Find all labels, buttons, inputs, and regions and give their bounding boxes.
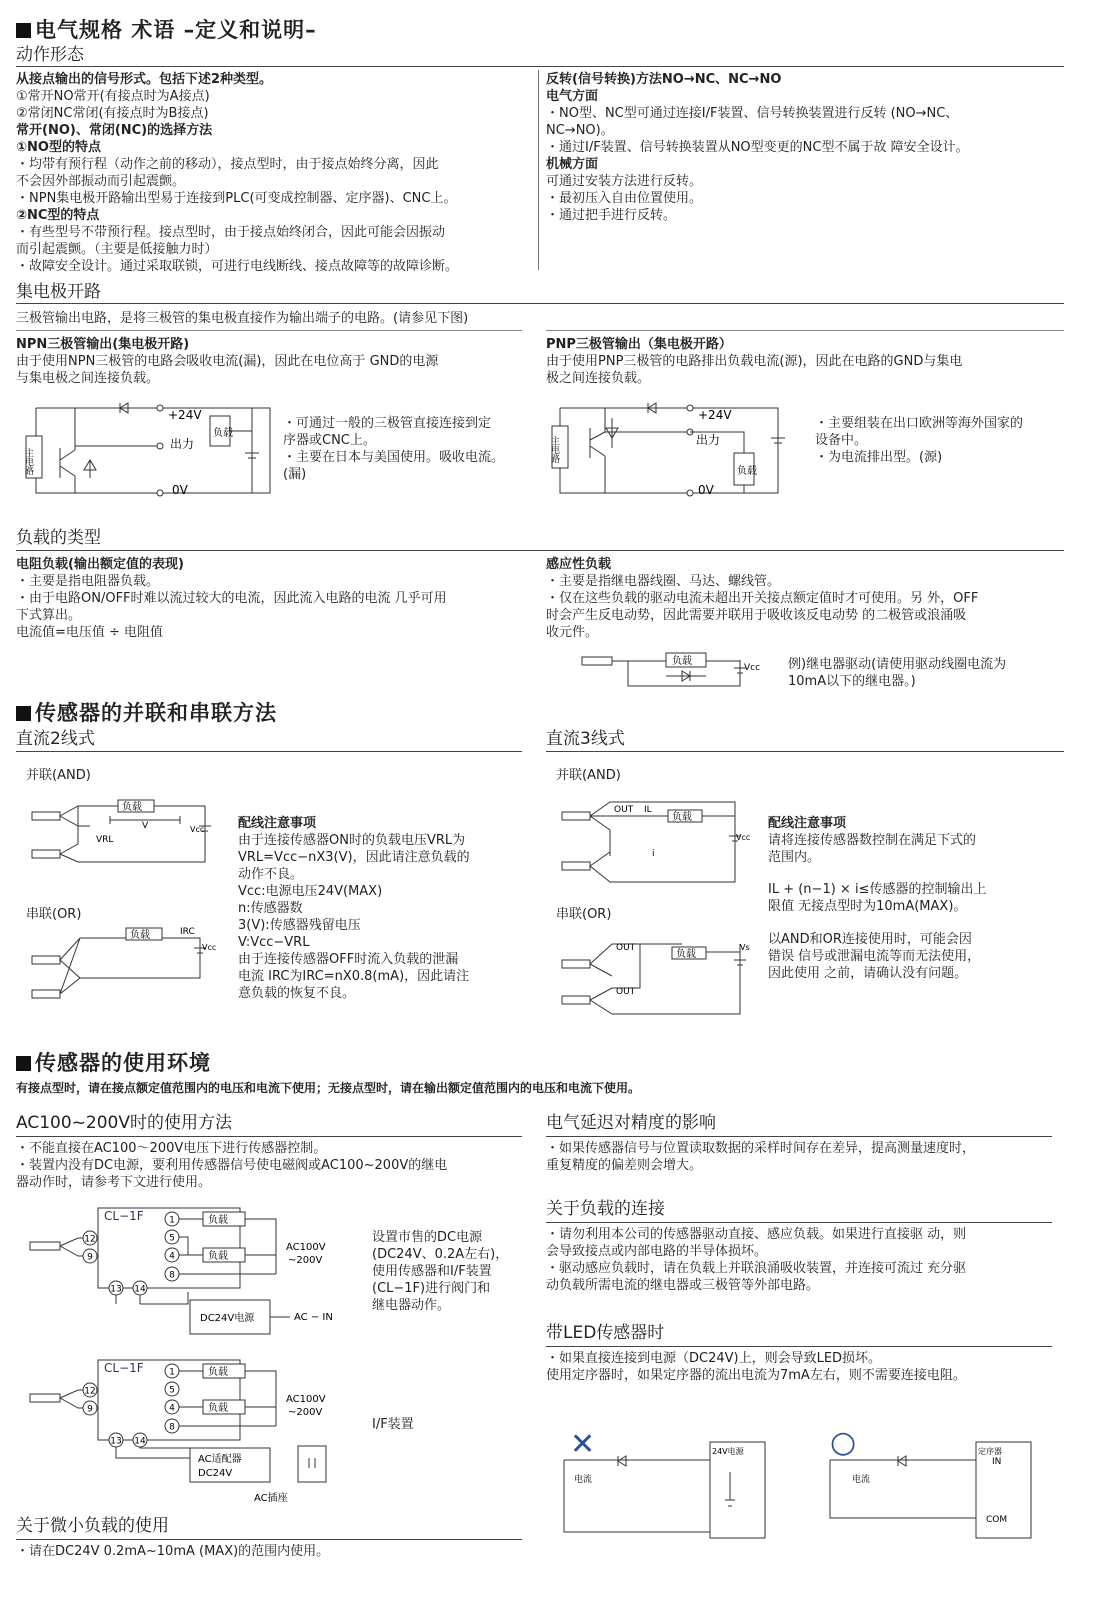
text-line: ②常闭NC常闭(有接点时为B接点) [16,106,209,121]
bad-psu-label: 24V电源 [712,1447,744,1456]
text-line: 意负载的恢复不良。 [238,986,356,1001]
dc3-and-vcc-label: Vcc [736,833,751,842]
text-line: 极之间连接负载。 [546,371,651,386]
pnp-0v-label: 0V [698,483,714,497]
divider [16,66,1064,67]
env-intro: 有接点型时，请在接点额定值范围内的电压和电流下使用；无接点型时，请在输出额定值范围内的电压和电流下使用。 [16,1081,641,1095]
divider [546,1346,1052,1347]
dc3-notes-b [768,881,986,915]
ac1-range-2: ~200V [288,1255,323,1266]
text-line: ・通过I/F装置、信号转换装置从NO型变更的NC型不属于故 障安全设计。 [546,140,969,155]
ac-if-diagram-2 [28,1356,368,1506]
text-line: ・如果传感器信号与位置读取数据的采样时间存在差异，提高测量速度时， [546,1141,976,1156]
npn-circuit-diagram [20,398,270,508]
dc3-or-out-label-2: OUT [616,987,636,997]
pnp-24v-label: +24V [698,408,732,422]
text-line: 10mA以下的继电器。) [788,674,916,689]
pnp-load-label: 负载 [737,466,757,477]
collector-intro: 三极管输出电路，是将三极管的集电极直接作为输出端子的电路。(请参见下图) [16,311,469,326]
dc3-notes-title: 配线注意事项 [768,816,847,831]
text-line: 例)继电器驱动(请使用驱动线圈电流为 [788,657,1007,672]
text-line: 限值 无接点型时为10mA(MAX)。 [768,899,967,914]
ac-in-label: AC − IN [294,1312,333,1323]
dc3-or-vs-label: Vs [740,943,750,952]
loadconn-lines [546,1226,966,1294]
text-line: 错误 信号或泄漏电流等而无法使用， [768,949,981,964]
text-line: ・主要是指电阻器负载。 [16,574,160,589]
cl1f-label-2: CL−1F [104,1361,144,1375]
pin-number: 5 [169,1233,175,1244]
dc24-psu-label: DC24V电源 [200,1313,255,1324]
delay-heading: 电气延迟对精度的影响 [546,1113,716,1133]
text-line: ・主要在日本与美国使用。吸收电流。 [283,450,505,465]
text-line: ・均带有预行程（动作之前的移动），接点型时，由于接点始终分离，因此 [16,157,439,172]
text-line: 重复精度的偏差则会增大。 [546,1158,703,1173]
dc3-or-out-label-1: OUT [616,943,636,953]
dc3-and-i-label: i [652,849,655,859]
text-line: 电阻负载(输出额定值的表现) [16,557,184,572]
ac1-load-label-1: 负载 [208,1215,228,1226]
dc2-and-label: 并联(AND) [26,768,91,783]
text-line: ・有些型号不带预行程。接点型时，由于接点始终闭合，因此可能会因振动 [16,225,446,240]
dc2-and-load-label: 负载 [122,802,142,813]
relay-example-diagram [580,648,770,692]
divider [16,1136,522,1137]
text-line: ・不能直接在AC100～200V电压下进行传感器控制。 [16,1141,327,1156]
text-line: 收元件。 [546,625,599,640]
npn-out-label: 出力 [170,437,195,451]
text-line: 从接点输出的信号形式。包括下述2种类型。 [16,72,273,87]
cl1f-label-1: CL−1F [104,1209,144,1223]
text-line: 电气方面 [546,89,599,104]
good-line-label: 电流 [852,1475,871,1485]
text-line: ・仅在这些负载的驱动电流未超出开关接点额定值时才可使用。另 外，OFF [546,591,979,606]
pin-number: 8 [169,1270,175,1281]
npn-notes [283,415,504,483]
ac1-load-label-2: 负载 [208,1251,228,1262]
ac-adapter-label-1: AC适配器 [198,1454,242,1465]
pin-number: 8 [169,1422,175,1433]
dc3-heading: 直流3线式 [546,729,625,749]
divider [16,330,522,331]
dc3-and-diagram [560,796,760,886]
dc2-heading: 直流2线式 [16,729,95,749]
action-left-block [16,71,458,275]
divider [16,751,522,752]
good-mark-icon: ○ [830,1425,857,1460]
text-line: 使用传感器和I/F装置 [372,1264,492,1279]
pin-number: 9 [87,1404,93,1415]
action-heading: 动作形态 [16,45,84,65]
npn-main-label: 主电路 [23,448,33,475]
pnp-out-label: 出力 [696,433,721,447]
ac-if-diagram-1 [28,1204,368,1344]
good-seq-label: 定序器 [978,1447,1002,1456]
pin-number: 14 [134,1284,146,1295]
text-line: V:Vcc−VRL [238,935,310,950]
text-line: 3(V):传感器残留电压 [238,918,361,933]
text-line: 不会因外部振动而引起震颤。 [16,174,186,189]
relay-vcc-label: Vcc [744,663,761,673]
micro-line: ・请在DC24V 0.2mA~10mA (MAX)的范围内使用。 [16,1544,330,1559]
text-line: ・最初压入自由位置使用。 [546,191,703,206]
load-heading: 负载的类型 [16,528,101,548]
ac-socket-label: AC插座 [254,1493,288,1504]
dc2-or-vcc-label: Vcc [202,943,217,952]
text-line: 时会产生反电动势，因此需要并联用于吸收该反电动势 的二极管或浪涌吸 [546,608,967,623]
pnp-title: PNP三极管输出（集电极开路） [546,337,732,352]
dc2-and-vcc-label: Vcc [190,825,205,834]
square-bullet-icon [16,706,31,721]
dc3-and-il-label: IL [644,805,652,815]
pin-number: 1 [169,1215,175,1226]
dc2-notes [238,832,470,1002]
ac-adapter-label-2: DC24V [198,1468,233,1479]
text-line: 感应性负载 [546,557,612,572]
ac-lines [16,1140,447,1191]
text-line: 由于连接传感器ON时的负载电压VRL为 [238,833,466,848]
text-line: 请将连接传感器数控制在满足下式的 [768,833,977,848]
dc3-notes-c [768,931,980,982]
text-line: 电流值=电压值 ÷ 电阻值 [16,625,164,640]
text-line: NC→NO)。 [546,123,614,138]
text-line: ①常开NO常开(有接点时为A接点) [16,89,210,104]
bad-line-label: 电流 [574,1475,593,1485]
text-line: ・由于电路ON/OFF时难以流过较大的电流，因此流入电路的电流 几乎可用 [16,591,447,606]
dc2-and-vrl-label: VRL [96,835,114,845]
npn-24v-label: +24V [168,408,202,422]
page-title: 电气规格 术语 –定义和说明– [16,14,317,44]
text-line: 器动作时，请参考下文进行使用。 [16,1175,212,1190]
text-line: 会导致接点或内部电路的半导体损坏。 [546,1244,768,1259]
text-line: 下式算出。 [16,608,82,623]
pin-number: 14 [134,1436,146,1447]
dc2-or-irc-label: IRC [180,927,195,937]
pin-number: 12 [84,1234,96,1245]
led-lines [546,1350,966,1384]
divider [16,1539,522,1540]
text-line: (CL−1F)进行阀门和 [372,1281,491,1296]
pin-number: 13 [110,1436,122,1447]
text-line: 范围内。 [768,850,821,865]
text-line: 以AND和OR连接使用时，可能会因 [768,932,972,947]
text-line: 动作不良。 [238,867,304,882]
dc3-and-label: 并联(AND) [556,768,621,783]
ac-desc [372,1229,508,1314]
collector-heading: 集电极开路 [16,282,101,302]
in-label: IN [992,1457,1002,1467]
load-right-block [546,556,978,641]
text-line: 机械方面 [546,157,599,172]
npn-title: NPN三极管输出(集电极开路) [16,337,190,352]
text-line: 因此使用 之前，请确认没有问题。 [768,966,968,981]
text-line: n:传感器数 [238,901,303,916]
pin-number: 4 [169,1251,175,1262]
pin-number: 1 [169,1367,175,1378]
dc3-notes-a [768,832,976,866]
dc2-notes-title: 配线注意事项 [238,816,317,831]
text-line: ・如果直接连接到电源（DC24V)上，则会导致LED损坏。 [546,1351,882,1366]
text-line: VRL=Vcc−nX3(V)，因此请注意负载的 [238,850,470,865]
dc2-or-label: 串联(OR) [26,907,82,922]
dc3-or-load-label: 负载 [676,949,696,960]
text-line: ・主要组装在出口欧洲等海外国家的 [815,416,1024,431]
dc2-or-load-label: 负载 [130,930,150,941]
parallel-heading: 传感器的并联和串联方法 [16,697,277,727]
text-line: ・NO型、NC型可通过连接I/F装置、信号转换装置进行反转 (NO→NC、 [546,106,959,121]
square-bullet-icon [16,1056,31,1071]
text-line: 动负载所需电流的继电器或三极管等外部电路。 [546,1278,820,1293]
text-line: ・驱动感应负载时，请在负载上并联浪涌吸收装置，并连接可流过 充分驱 [546,1261,967,1276]
led-good-diagram [826,1420,1046,1545]
if-label: I/F装置 [372,1417,414,1432]
pin-number: 5 [169,1385,175,1396]
relay-load-label: 负载 [672,656,692,667]
bad-mark-icon: ✕ [570,1427,596,1462]
text-line: 由于使用PNP三极管的电路排出负载电流(源)，因此在电路的GND与集电 [546,354,963,369]
text-line: 使用定序器时，如果定序器的流出电流为7mA左右，则不需要连接电阻。 [546,1368,966,1383]
ac2-range-2: ~200V [288,1407,323,1418]
divider [16,550,1064,551]
text-line: ・请勿利用本公司的传感器驱动直接、感应负载。如果进行直接驱 动，则 [546,1227,967,1242]
loadconn-heading: 关于负载的连接 [546,1199,665,1219]
micro-heading: 关于微小负载的使用 [16,1516,169,1536]
text-line: 与集电极之间连接负载。 [16,371,160,386]
text-line: ①NO型的特点 [16,140,101,155]
text-line: 而引起震颤。（主要是低接触力时） [16,242,218,257]
divider [546,1222,1052,1223]
text-line: 可通过安装方法进行反转。 [546,174,703,189]
npn-0v-label: 0V [172,483,188,497]
text-line: 电流 IRC为IRC=nX0.8(mA)，因此请注 [238,969,470,984]
ac2-load-label-2: 负载 [208,1403,228,1414]
pin-number: 9 [87,1252,93,1263]
dc3-and-load-label: 负载 [672,812,692,823]
text-line: ・装置内没有DC电源，要利用传感器信号使电磁阀或AC100~200V的继电 [16,1158,448,1173]
env-heading: 传感器的使用环境 [16,1047,211,1077]
text-line: ・通过把手进行反转。 [546,208,677,223]
text-line: 反转(信号转换)方法NO→NC、NC→NO [546,72,782,87]
ac2-range-1: AC100V [286,1394,326,1405]
text-line: ②NC型的特点 [16,208,100,223]
pnp-main-label: 主电路 [549,436,559,463]
pnp-circuit-diagram [550,398,790,508]
text-line: 常开(NO)、常闭(NC)的选择方法 [16,123,213,138]
text-line: (漏) [283,467,307,482]
dc2-or-diagram [30,926,225,1006]
text-line: ・主要是指继电器线圈、马达、螺线管。 [546,574,781,589]
led-heading: 带LED传感器时 [546,1323,665,1343]
ac1-range-1: AC100V [286,1242,326,1253]
text-line: Vcc:电源电压24V(MAX) [238,884,383,899]
dc3-and-out-label: OUT [614,805,634,815]
dc2-and-diagram [30,796,215,868]
delay-lines [546,1140,975,1174]
led-bad-diagram [560,1420,780,1545]
pin-number: 13 [110,1284,122,1295]
dc3-or-label: 串联(OR) [556,907,612,922]
pin-number: 12 [84,1386,96,1397]
pnp-notes [815,415,1023,466]
load-left-block [16,556,447,641]
square-bullet-icon [16,23,31,38]
divider [16,303,1064,304]
relay-example-text [788,656,1006,690]
action-right-block [546,71,969,224]
text-line: 由于使用NPN三极管的电路会吸收电流(漏)，因此在电位高于 GND的电源 [16,354,439,369]
pnp-desc [546,353,962,387]
text-line: 由于连接传感器OFF时流入负载的泄漏 [238,952,459,967]
text-line: 设备中。 [815,433,868,448]
divider [546,1136,1052,1137]
text-line: 序器或CNC上。 [283,433,376,448]
text-line: 继电器动作。 [372,1298,451,1313]
divider [546,751,1064,752]
pin-number: 4 [169,1403,175,1414]
dc2-and-v-label: V [142,821,149,831]
text-line: ・NPN集电极开路输出型易于连接到PLC(可变成控制器、定序器)、CNC上。 [16,191,457,206]
divider [546,330,1064,331]
text-line: ・可通过一般的三极管直接连接到定 [283,416,492,431]
text-line: (DC24V、0.2A左右)， [372,1247,509,1262]
ac2-load-label-1: 负载 [208,1367,228,1378]
text-line: 设置市售的DC电源 [372,1230,483,1245]
npn-desc [16,353,438,387]
ac-heading: AC100~200V时的使用方法 [16,1113,232,1133]
com-label: COM [986,1515,1008,1525]
text-line: IL + (n−1) × i≤传感器的控制输出上 [768,882,987,897]
column-divider [538,70,539,270]
dc3-or-diagram [560,930,760,1022]
text-line: ・故障安全设计。通过采取联锁，可进行电线断线、接点故障等的故障诊断。 [16,259,459,274]
text-line: ・为电流排出型。(源) [815,450,943,465]
npn-load-label: 负载 [213,428,233,439]
